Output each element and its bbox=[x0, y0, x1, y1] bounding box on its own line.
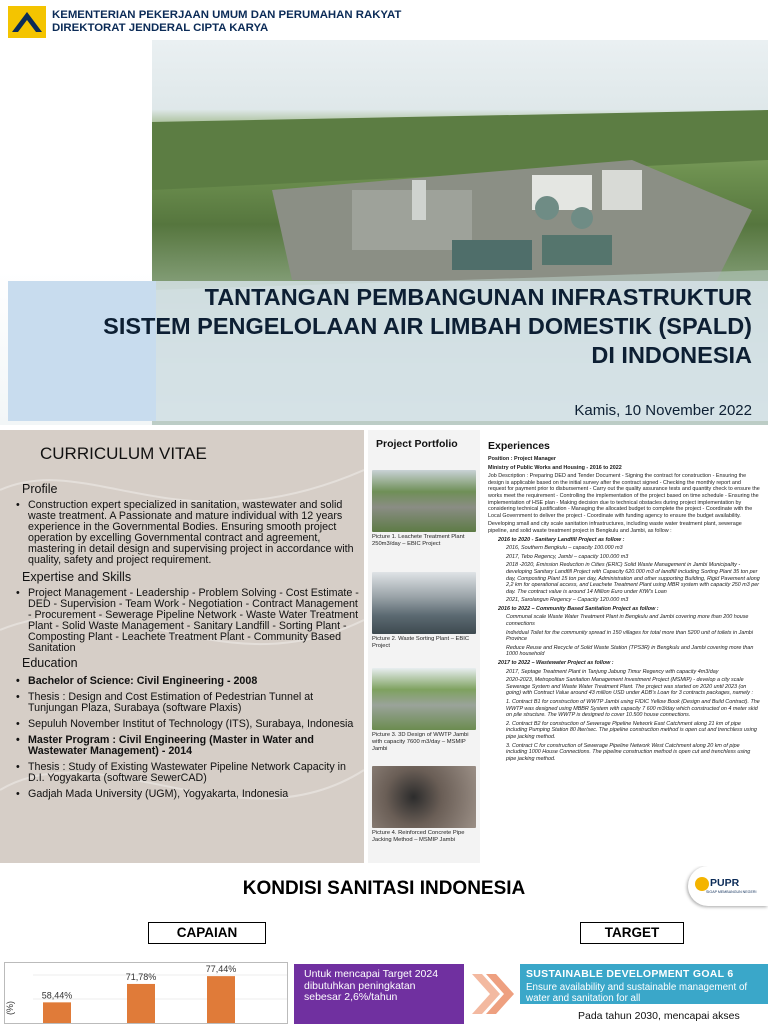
chart-bar bbox=[207, 976, 235, 1023]
sdg-text: Ensure availability and sustainable management of water and sanitation for all bbox=[526, 982, 748, 1004]
chart-data-label: 58,44% bbox=[41, 990, 73, 1001]
chart-data-label: 71,78% bbox=[125, 971, 157, 982]
portfolio-item: Picture 1. Leachete Treatment Plant 250m3/day – EBIC Project bbox=[372, 470, 476, 548]
list-item: • Bachelor of Science: Civil Engineering - 2008 bbox=[14, 676, 360, 687]
skills-heading: Expertise and Skills bbox=[22, 570, 132, 584]
list-item: • Thesis : Design and Cost Estimation of Pedestrian Tunnel at Tunjungan Plaza, Surabaya (software Plaxis) bbox=[14, 692, 360, 714]
portfolio-item: Picture 2. Waste Sorting Plant – EBIC Project bbox=[372, 572, 476, 650]
portfolio-heading: Project Portfolio bbox=[376, 438, 458, 450]
sdg-box bbox=[520, 964, 768, 1004]
chevron-right-icon bbox=[468, 964, 516, 1024]
project-portfolio bbox=[368, 430, 480, 863]
education-list bbox=[14, 676, 360, 805]
capaian-label: CAPAIAN bbox=[148, 922, 266, 944]
portfolio-photo bbox=[372, 572, 476, 634]
skills-list bbox=[14, 588, 360, 659]
portfolio-item: Picture 3. 3D Design of WWTP Jambi with capacity 7600 m3/day – MSMIP Jambi bbox=[372, 668, 476, 753]
pupr-badge: PUPR SIGAP MEMBANGUN NEGERI bbox=[688, 866, 768, 906]
experiences-heading: Experiences bbox=[488, 440, 550, 452]
profile-list bbox=[14, 500, 360, 571]
profile-heading: Profile bbox=[22, 482, 58, 496]
portfolio-item: Picture 4. Reinforced Concrete Pipe Jacking Method – MSMIP Jambi bbox=[372, 766, 476, 844]
cv-title: CURRICULUM VITAE bbox=[40, 444, 207, 463]
cv-panel bbox=[0, 430, 364, 863]
education-heading: Education bbox=[22, 656, 78, 670]
portfolio-photo bbox=[372, 470, 476, 532]
y-axis-label: (%) bbox=[5, 1001, 15, 1015]
chart-data-label: 77,44% bbox=[205, 964, 237, 975]
list-item: • Thesis : Study of Existing Wastewater Pipeline Network Capacity in D.I. Yogyakarta (software SewerCAD) bbox=[14, 762, 360, 784]
chart-bar bbox=[43, 1002, 71, 1023]
list-item: • Sepuluh November Institut of Technology (ITS), Surabaya, Indonesia bbox=[14, 719, 360, 730]
target-note: Untuk mencapai Target 2024 dibutuhkan peningkatan sebesar 2,6%/tahun bbox=[294, 964, 464, 1024]
presentation-date: Kamis, 10 November 2022 bbox=[574, 402, 752, 419]
presentation-title: TANTANGAN PEMBANGUNAN INFRASTRUKTUR SISTEM PENGELOLAAN AIR LIMBAH DOMESTIK (SPALD) DI INDONESIA bbox=[103, 284, 752, 368]
slide-title: KONDISI SANITASI INDONESIA bbox=[242, 878, 526, 899]
portfolio-photo bbox=[372, 668, 476, 730]
list-item: • Master Program : Civil Engineering (Master in Water and Wastewater Management) - 2014 bbox=[14, 735, 360, 757]
target-text: Pada tahun 2030, mencapai akses bbox=[578, 1010, 740, 1022]
capaian-chart bbox=[4, 962, 288, 1024]
experiences-panel bbox=[484, 430, 768, 863]
skills-text: • Project Management - Leadership - Problem Solving - Cost Estimate - DED - Supervision - Team Work - Negotiation - Contract Management - Procurement - Sewerage Pipeline Network - Waste Water Treatment Plant - Solid Waste Management - Sanitary Landfill - Sorting Plant - Composting Plant - Leachete Treatment Plant - Community Based Sanitation bbox=[14, 588, 360, 654]
sdg-heading: SUSTAINABLE DEVELOPMENT GOAL 6 bbox=[526, 968, 734, 980]
experiences-body: Position : Project Manager Ministry of Public Works and Housing - 2016 to 2022 Job Description : Preparing DED and Tender Document - Signing the contract for construction - Ensuring the design is applicable based on the initial survey after the contract signed - Checking the monthly report and request for payment prior to disbursement - Carry out the quality assurance tests and quantity check to ensure the works meet the requirement - Controlling the implementation of the project based on time schedule - Ensuring the implementation of HSE plan - Making decision due to technical obstacles during project implementation by considering technical justification - Managing the allocated budget to complete the project - Coordinate with the Local Government to deliver the project - Coordinate with funding agency to ensure the budget availability. Developing small and city scale sanitation infrastructures, including waste water treatment plant, sewerage pipeline, and solid waste treatment project in Bengkulu and Jambi, as follow : 2016 to 2020 - Sanitary Landfill Project as follow : 2016, Southern Bengkulu – capacity 100.000 m3 2017, Tebo Regency, Jambi – capacity 100.000 m3 2018 -2020, Emission Reduction in Cities (ERIC) Solid Waste Management in Jambi Municipality - developing Sanitary Landfill Project with Capacity 620.000 m3 of landfill including Sorting Plant 35 ton per day, Composting Plant 15 ton per day, Administration and other supporting Building, Rigid Pavement along 2,2 km for operational access, and Leachete Treatment Plant using MBR system with capacity 250 m3 per day. The contract value is around 14 Million Euro under KfW’s Loan 2021, Sarolangun Regency – Capacity 120.000 m3 2016 to 2022 – Community Based Sanitation Project as follow : Communal scale Waste Water Treatment Plant in Bengkulu and Jambi covering more than 200 house connections Individual Toilet for the community spread in 150 villages for total more than 5200 unit of toilets in Jambi Province Reduce Reuse and Recycle of Solid Waste Station (TPS3R) in Bengkulu and Jambi covering more than 1000 household 2017 to 2022 – Wastewater Project as follow : 2017, Septage Treatment Plant in Tanjung Jabung Timur Regency with capacity 4m3/day 2020-2023, Metropolitan Sanitation Management Investment Project (MSMIP) - develop a city scale Sewerage System and Waste Water Treatment Plant. The project was started on 2020 until 2023 (on going) with Contract Value around 43 million USD under ADB’s Loan for 3 contracts packages, namely : 1. Contract B1 for construction of WWTP Jambi using FIDIC Yellow Book (Design and Build Contract). The WWTP was designed using MBBR System with capacity 7 600 m3/day which constructed on 4 meter skid on pile structure. The WWTP is designed to cover 10.500 house connections. 2. Contract B2 for construction of Sewerage Pipeline Network East Catchment along 21 km of pipe including Pumping Station 80 liter/sec. The pipeline construction method is open cut and trenchless using pipe jacking method. 3. Contract C for construction of Sewerage Pipeline Network West Catchment along 20 km of pipe including 1000 House Connections. The pipeline construction method is open cut and trenchless using pipe jacking method. bbox=[488, 456, 760, 762]
capaian-chart-svg bbox=[5, 963, 287, 1023]
ministry-header: KEMENTERIAN PEKERJAAN UMUM DAN PERUMAHAN RAKYAT DIREKTORAT JENDERAL CIPTA KARYA bbox=[52, 9, 402, 34]
title-slide bbox=[0, 0, 768, 425]
pupr-logo-icon bbox=[695, 877, 709, 891]
target-label: TARGET bbox=[580, 922, 684, 944]
pupr-logo-icon bbox=[8, 6, 46, 38]
chart-bar bbox=[127, 984, 155, 1023]
sanitation-slide bbox=[0, 866, 768, 1024]
profile-text: • Construction expert specialized in sanitation, wastewater and solid waste treatment. A Passionate and mature individual with 12 years experience in the Governmental Bodies. Ensuring smooth project operation by excelling Governmental contract and agreement, mastering in detail design and supervising project in accordance with quality, safety and project requirement. bbox=[14, 500, 360, 566]
portfolio-photo bbox=[372, 766, 476, 828]
list-item: • Gadjah Mada University (UGM), Yogyakarta, Indonesia bbox=[14, 789, 360, 800]
cv-slide bbox=[0, 430, 768, 863]
